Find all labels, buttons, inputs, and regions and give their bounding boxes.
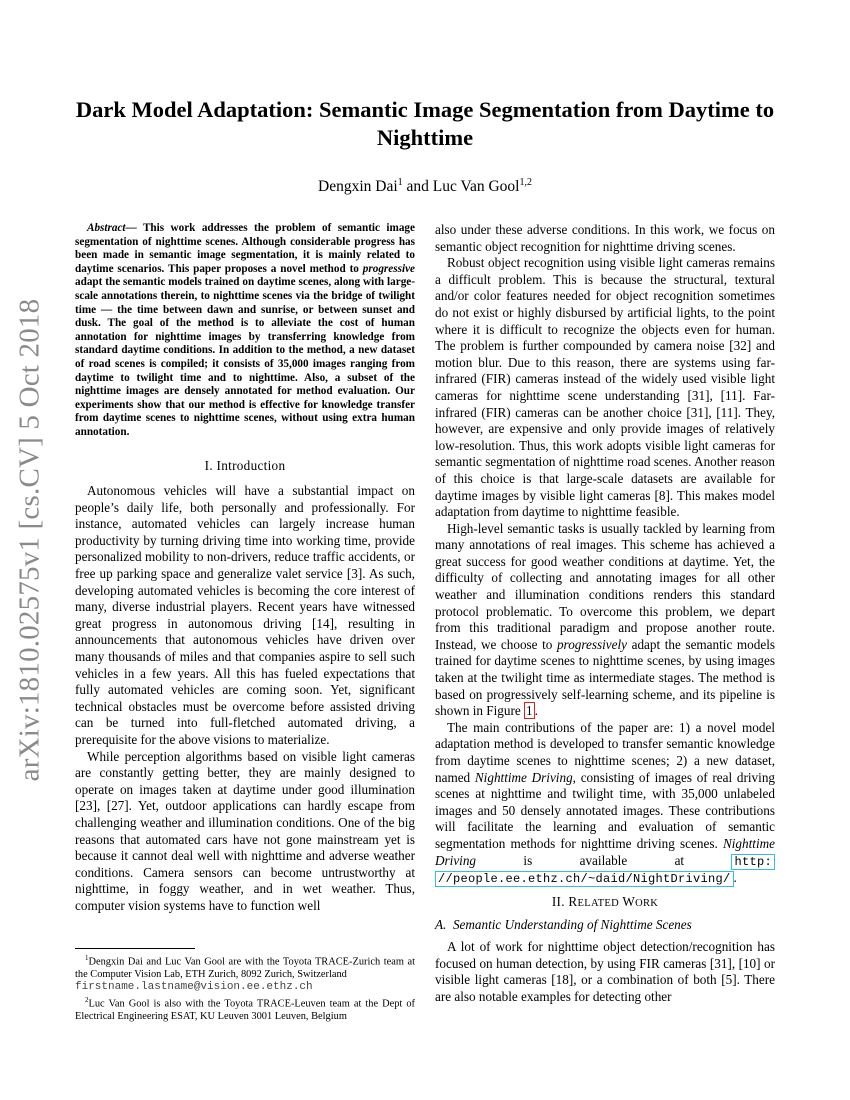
footnote-mark: 2 — [85, 995, 89, 1004]
author-line — [70, 173, 780, 197]
footnote-email: firstname.lastname@vision.ee.ethz.ch — [75, 981, 313, 994]
abstract-emphasis: progressive — [362, 262, 415, 275]
heading-part: ELATED — [577, 897, 619, 909]
paragraph — [435, 521, 775, 720]
right-column — [435, 222, 775, 1005]
subsection-heading: A. Semantic Understanding of Nighttime Scenes — [435, 917, 692, 933]
author-connector: and — [402, 178, 433, 196]
dataset-url-link[interactable]: //people.ee.ethz.ch/~daid/NightDriving/ — [435, 871, 734, 887]
footnote-text: Dengxin Dai and Luc Van Gool are with the Toyota TRACE-Zurich team at the Computer Vision Lab, ETH Zurich, 8092 Zurich, Switzerland — [75, 956, 415, 980]
heading-part: II. R — [551, 893, 578, 909]
paragraph-emphasis: Nighttime Driving — [435, 835, 775, 868]
section-heading-introduction: I. Introduction — [204, 457, 286, 473]
paragraph-text: adapt the semantic models trained for daytime scenes to nighttime scenes, by using images taken at the twilight time as intermediate stages. The method is based on progressively self-learning scheme, and its pipeline is shown in Figure — [435, 636, 775, 719]
left-column — [75, 222, 415, 915]
paragraph-text: . — [733, 870, 737, 886]
author-affiliation-mark: 1 — [397, 177, 403, 188]
abstract-text: adapt the semantic models trained on daytime scenes, along with large-scale annotations therein, to nighttime scenes via the bridge of twilight time — the time between dawn and sunrise, or between sunset and dusk. The goal of the method is to alleviate the cost of human annotation for nighttime images by transferring knowledge from standard daytime conditions. In addition to the method, a new dataset of road scenes is compiled; it consists of 35,000 images ranging from daytime to twilight time and to nighttime. Also, a subset of the nighttime images are densely annotated for method evaluation. Our experiments show that our method is effective for knowledge transfer from daytime scenes to nighttime scenes, without using extra human annotation. — [75, 276, 415, 438]
paragraph-text: . — [534, 703, 538, 719]
paper-title: Dark Model Adaptation: Semantic Image Segmentation from Daytime to Nighttime — [75, 97, 775, 150]
paragraph-text: High-level semantic tasks is usually tackled by learning from many annotations of real images. This scheme has achieved a great success for good weather conditions at daytime. Yet, the difficulty of collecting and annotating images for all other weather and illumination conditions renders this standard protocol problematic. To overcome this problem, we depart from this traditional paradigm and propose another route. Instead, we choose to — [435, 520, 775, 652]
footnote-divider — [75, 948, 195, 949]
paragraph: While perception algorithms based on visible light cameras are constantly getting better, they are mainly designed to operate on images taken at daytime under good illumination [23], [27]. Yet, outdoor applications can hardly escape from challenging weather and illumination conditions. One of the big reasons that automated cars have not gone mainstream yet is because it cannot deal well with nighttime and adverse weather conditions. Camera sensors can become untrustworthy at nighttime, in foggy weather, and in wet weather. Thus, computer vision systems have to function well — [75, 748, 415, 913]
footnote-text: Luc Van Gool is also with the Toyota TRACE-Leuven team at the Dept of Electrical Engineering ESAT, KU Leuven 3001 Leuven, Belgium — [75, 998, 415, 1022]
paragraph-text: The main contributions of the paper are: 1) a novel model adaptation method is developed to transfer semantic knowledge from daytime scenes to nighttime scenes; 2) a new dataset, named — [435, 719, 775, 785]
abstract — [75, 222, 415, 440]
abstract-dash: — — [125, 222, 143, 234]
author-affiliation-mark: 1,2 — [519, 177, 532, 188]
abstract-label: Abstract — [87, 222, 126, 234]
section-heading-related-work — [435, 894, 775, 913]
heading-part: W — [618, 893, 636, 909]
dataset-url-link[interactable]: http: — [731, 854, 775, 870]
paragraph-emphasis: Nighttime Driving — [474, 769, 573, 785]
paragraph: Autonomous vehicles will have a substantial impact on people’s daily life, both personally and professionally. For instance, automated vehicles can largely increase human productivity by turning driving time into working time, provide personalized mobility to non-drivers, reduce traffic accidents, or free up parking space and generalize valet service [3]. As such, developing automated vehicles is becoming the core interest of many, diverse industrial players. Recent years have witnessed great progress in autonomous driving [14], resulting in announcements that autonomous vehicles have driven over many thousands of miles and that companies aspire to sell such vehicles in a few years. All this has fueled expectations that fully automated vehicles are coming soon. Yet, significant technical obstacles must be overcome before assisted driving can be turned into full-fletched automated driving, a prerequisite for the above visions to materialize. — [75, 483, 415, 747]
paragraph-text: , consisting of images of real driving scenes at nighttime and twilight time, with 35,000 unlabeled images and 50 densely annotated images. These contributions will facilitate the learning and evaluation of semantic segmentation methods for nighttime driving scenes. — [435, 769, 776, 851]
author-name: Luc Van Gool — [432, 178, 520, 196]
paragraph: also under these adverse conditions. In this work, we focus on semantic object recognition for nighttime driving scenes. — [435, 222, 775, 254]
paragraph-emphasis: progressively — [556, 636, 628, 652]
footnote-mark: 1 — [85, 954, 89, 962]
footnote — [75, 952, 415, 994]
paragraph-text: is available at — [476, 852, 732, 868]
arxiv-stamp — [10, 300, 50, 780]
paragraph: A lot of work for nighttime object detection/recognition has focused on human detection, by using FIR cameras [31], [10] or visible light cameras [18], or a combination of both [5]. There are also notable examples for detecting other — [435, 938, 775, 1004]
figure-reference-link[interactable]: 1 — [526, 703, 533, 719]
heading-part: ORK — [635, 897, 659, 909]
footnote — [75, 994, 415, 1023]
author-name: Dengxin Dai — [318, 178, 398, 196]
paragraph: Robust object recognition using visible light cameras remains a difficult problem. This is because the structural, textural and/or color features needed for object recognition sometimes do not exist or highly disbursed by artificial lights, to the point where it is difficult to recognize the objects even for human. The problem is further compounded by camera noise [32] and motion blur. Due to this reason, there are systems using far-infrared (FIR) cameras instead of the widely used visible light cameras for nighttime scene understanding [31], [11]. Far-infrared (FIR) cameras can be another choice [31], [11]. They, however, are expensive and only provide images of relatively low-resolution. Thus, this work adopts visible light cameras for semantic segmentation of nighttime road scenes. Another reason of this choice is that large-scale datasets are available for daytime images by visible light cameras [8]. This makes model adaptation from daytime to nighttime feasible. — [435, 255, 775, 520]
abstract-text: This work addresses the problem of semantic image segmentation of nighttime scenes. Although considerable progress has been made in semantic image segmentation, it is mainly related to daytime scenarios. This paper proposes a novel method to — [75, 222, 415, 275]
arxiv-stamp-text: arXiv:1810.02575v1 [cs.CV] 5 Oct 2018 — [13, 298, 46, 782]
paragraph — [435, 720, 775, 888]
footnotes — [75, 952, 415, 1023]
